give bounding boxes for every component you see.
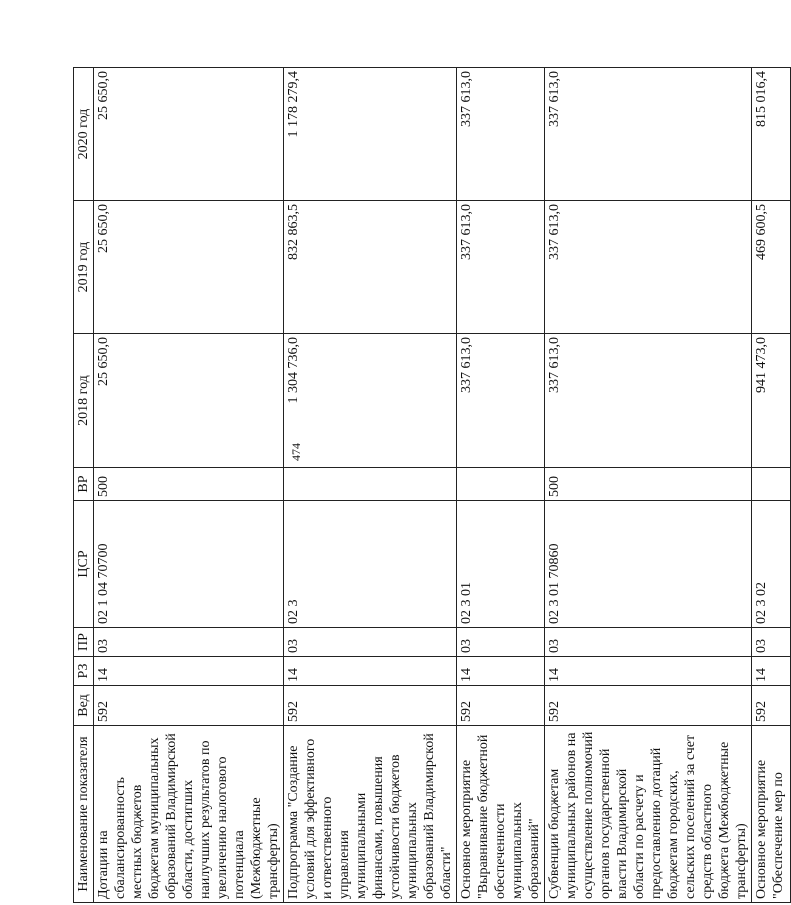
row-vr	[457, 468, 545, 501]
row-csr: 02 3	[284, 501, 457, 628]
row-pr: 03	[94, 628, 284, 657]
row-name: Дотации на сбалансированность местных бюджетов бюджетам муниципальных образований Владимирской области, достигших наилучших результатов по увеличению налогового потенциала (Межбюджетные трансферты)	[94, 726, 284, 903]
row-vr: 500	[94, 468, 284, 501]
col-header-ved: Вед	[74, 686, 94, 726]
col-header-2019: 2019 год	[74, 201, 94, 334]
col-header-2018: 2018 год	[74, 334, 94, 468]
col-header-pr: ПР	[74, 628, 94, 657]
row-2018: 941 473,0	[752, 334, 791, 468]
header-row	[74, 68, 94, 903]
table-row	[284, 68, 457, 903]
table-row	[94, 68, 284, 903]
row-name: Основное мероприятие "Выравнивание бюджетной обеспеченности муниципальных образований"	[457, 726, 545, 903]
col-header-rz: РЗ	[74, 657, 94, 686]
col-header-name: Наименование показателя	[74, 726, 94, 903]
row-csr: 02 1 04 70700	[94, 501, 284, 628]
col-header-2020: 2020 год	[74, 68, 94, 201]
col-header-csr: ЦСР	[74, 501, 94, 628]
budget-table	[73, 67, 791, 903]
col-header-vr: ВР	[74, 468, 94, 501]
row-2018: 337 613,0	[545, 334, 752, 468]
row-pr: 03	[752, 628, 791, 657]
row-pr: 03	[284, 628, 457, 657]
row-ved: 592	[752, 686, 791, 726]
row-pr: 03	[545, 628, 752, 657]
row-rz: 14	[284, 657, 457, 686]
row-csr: 02 3 02	[752, 501, 791, 628]
row-2018: 25 650,0	[94, 334, 284, 468]
row-2019: 469 600,5	[752, 201, 791, 334]
row-csr: 02 3 01	[457, 501, 545, 628]
row-2020: 337 613,0	[545, 68, 752, 201]
row-ved: 592	[457, 686, 545, 726]
budget-table-frame	[73, 68, 786, 903]
row-2019: 337 613,0	[457, 201, 545, 334]
row-csr: 02 3 01 70860	[545, 501, 752, 628]
row-2018: 1 304 736,0	[284, 334, 457, 468]
row-name: Основное мероприятие "Обеспечение мер по	[752, 726, 791, 903]
row-vr	[752, 468, 791, 501]
row-2019: 25 650,0	[94, 201, 284, 334]
row-2020: 815 016,4	[752, 68, 791, 201]
row-vr: 500	[545, 468, 752, 501]
row-vr	[284, 468, 457, 501]
row-rz: 14	[457, 657, 545, 686]
row-2019: 337 613,0	[545, 201, 752, 334]
row-2019: 832 863,5	[284, 201, 457, 334]
row-ved: 592	[545, 686, 752, 726]
table-row	[752, 68, 791, 903]
table-row	[545, 68, 752, 903]
row-name: Подпрограмма "Создание условий для эффективного и ответственного управления муниципальными финансами, повышения устойчивости бюджетов муниципальных образований Владимирской области"	[284, 726, 457, 903]
row-rz: 14	[94, 657, 284, 686]
row-pr: 03	[457, 628, 545, 657]
page-number: 474	[289, 443, 303, 461]
row-2018: 337 613,0	[457, 334, 545, 468]
budget-table-sheet	[73, 68, 786, 903]
row-ved: 592	[94, 686, 284, 726]
row-2020: 25 650,0	[94, 68, 284, 201]
row-name: Субвенции бюджетам муниципальных районов на осуществление полномочий органов государственной власти Владимирской области по расчету и предоставлению дотаций бюджетам городских, сельских поселений за счет средств областного бюджета (Межбюджетные трансферты)	[545, 726, 752, 903]
row-rz: 14	[752, 657, 791, 686]
row-rz: 14	[545, 657, 752, 686]
row-ved: 592	[284, 686, 457, 726]
row-2020: 337 613,0	[457, 68, 545, 201]
row-2020: 1 178 279,4	[284, 68, 457, 201]
table-row	[457, 68, 545, 903]
